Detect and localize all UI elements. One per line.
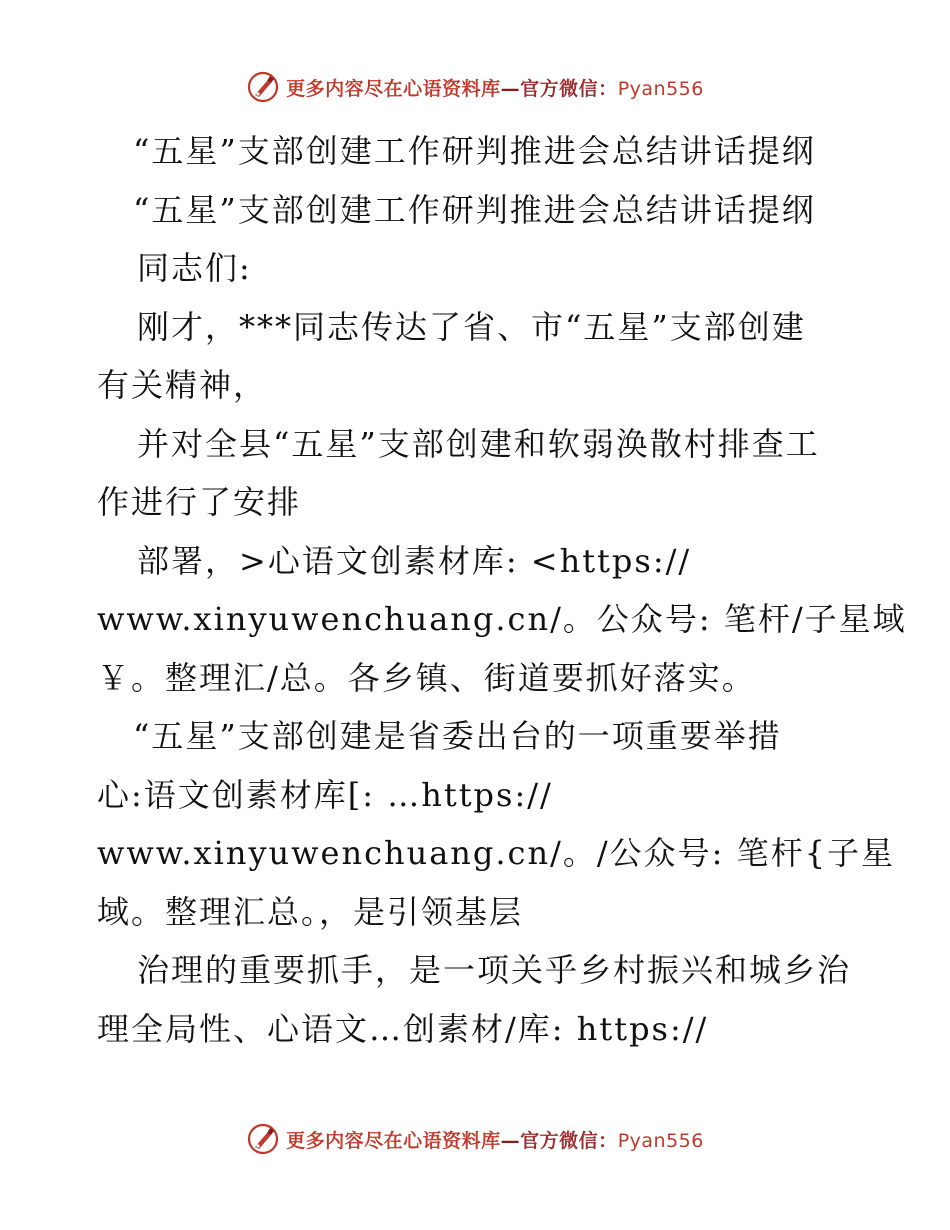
paragraph-line: ￥。整理汇/总。各乡镇、街道要抓好落实。 [97,658,756,697]
paragraph-line: 部署，>心语文创素材库: <https:// [137,541,692,580]
banner-wechat-label: 官方微信： [520,1129,618,1152]
paragraph-line: 有关精神， [97,366,268,404]
banner-text [286,1126,704,1153]
footer-banner [0,1122,950,1156]
banner-dash: — [500,1129,521,1152]
paragraph-line: “五星”支部创建是省委出台的一项重要举措 [133,717,782,755]
pen-nib-logo-icon [246,1122,280,1156]
paragraph-line: www.xinyuwenchuang.cn/。/公众号: 笔杆{子星 [97,834,895,872]
paragraph-line: 域。整理汇总。，是引领基层 [97,892,524,931]
banner-wechat-id: Pyan556 [617,77,704,100]
banner-text [286,74,704,101]
banner-wechat-id: Pyan556 [617,1129,704,1152]
banner-promo: 更多内容尽在心语资料库 [286,77,501,100]
paragraph-line: www.xinyuwenchuang.cn/。公众号: 笔杆/子星域 [97,600,907,638]
document-body [97,122,907,1058]
paragraph-line: 治理的重要抓手，是一项关乎乡村振兴和城乡治 [137,951,852,989]
document-subtitle: “五星”支部创建工作研判推进会总结讲话提纲 [133,190,816,229]
banner-promo: 更多内容尽在心语资料库 [286,1129,501,1152]
pen-nib-logo-icon [246,70,280,104]
paragraph-line: 刚才，***同志传达了省、市“五星”支部创建 [137,307,806,346]
header-banner [0,70,950,104]
paragraph-line: 理全局性、心语文…创素材/库: https:// [97,1009,709,1048]
paragraph-line: 心:语文创素材库[: …https:// [97,775,553,814]
paragraph-line: 并对全县“五星”支部创建和软弱涣散村排查工 [137,424,820,463]
banner-dash: — [500,77,521,100]
salutation: 同志们: [137,249,252,287]
document-title: “五星”支部创建工作研判推进会总结讲话提纲 [133,132,816,170]
banner-wechat-label: 官方微信： [520,77,618,100]
paragraph-line: 作进行了安排 [97,483,302,521]
